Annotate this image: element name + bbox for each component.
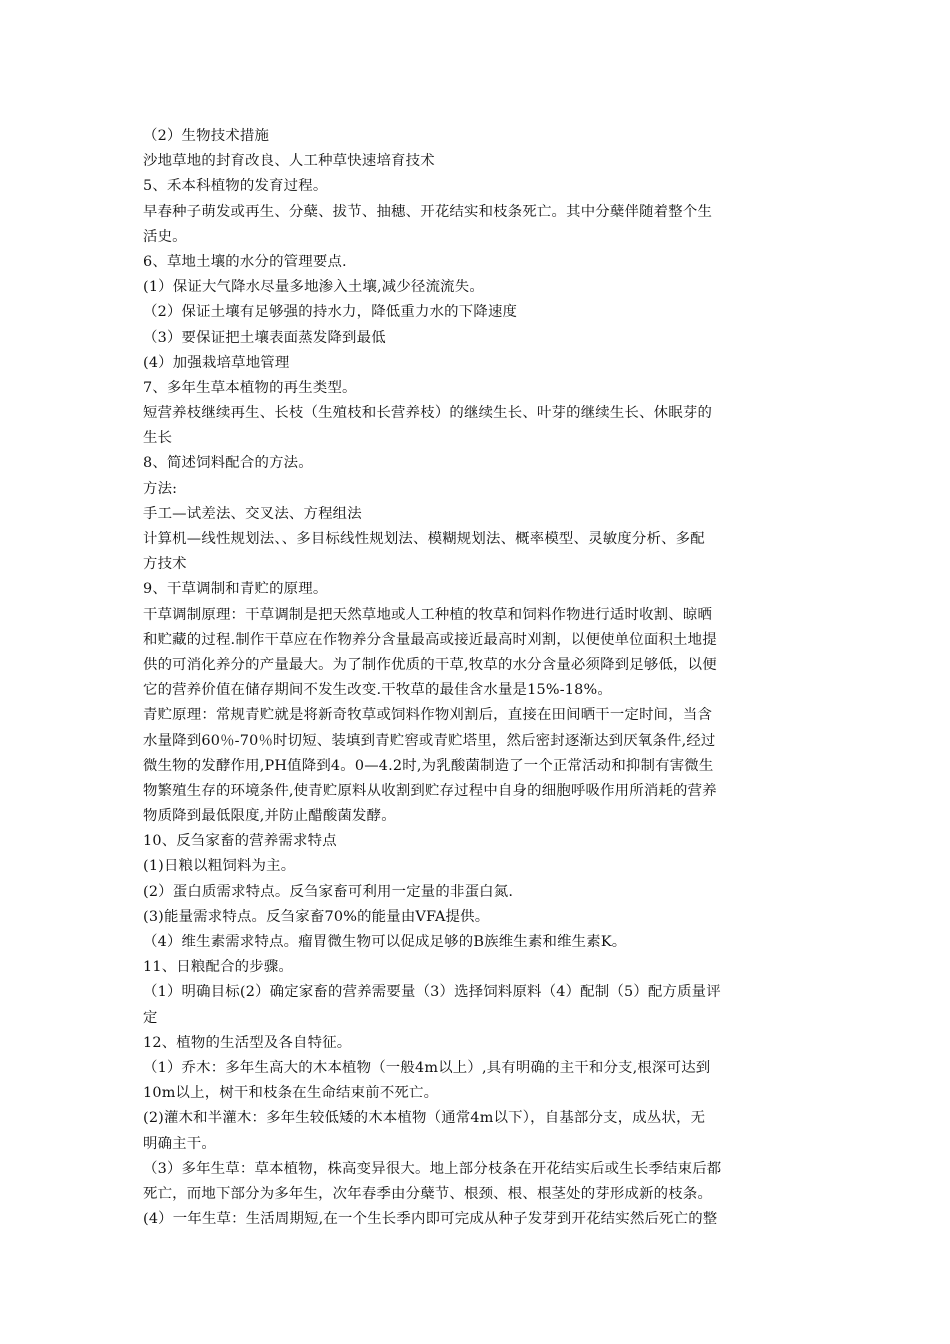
text-line: (4）加强栽培草地管理	[143, 354, 290, 371]
text-line: 活史。	[143, 228, 187, 245]
text-line: 死亡，而地下部分为多年生，次年春季由分蘖节、根颈、根、根茎处的芽形成新的枝条。	[143, 1185, 713, 1202]
text-line: （2）保证土壤有足够强的持水力，降低重力水的下降速度	[143, 304, 518, 321]
text-line: 早春种子萌发或再生、分蘖、拔节、抽穗、开花结实和枝条死亡。其中分蘖伴随着整个生	[143, 203, 713, 220]
text-line: 物繁殖生存的环境条件,使青贮原料从收割到贮存过程中自身的细胞呼吸作用所消耗的营养	[143, 782, 717, 799]
text-line: 供的可消化养分的产量最大。为了制作优质的干草,牧草的水分含量必须降到足够低，以便	[143, 656, 717, 673]
text-line: 水量降到60％-70％时切短、装填到青贮窖或青贮塔里，然后密封逐渐达到厌氧条件,经过	[143, 732, 716, 749]
text-line: （3）要保证把土壤表面蒸发降到最低	[143, 329, 386, 346]
text-line: 5、禾本科植物的发育过程。	[143, 178, 328, 195]
text-line: 10m以上，树干和枝条在生命结束前不死亡。	[143, 1085, 439, 1102]
text-line: 8、简述饲料配合的方法。	[143, 455, 313, 472]
text-line: 定	[143, 1009, 158, 1026]
text-line: （2）生物技术措施	[143, 128, 270, 144]
text-line: 明确主干。	[143, 1135, 216, 1152]
text-line: 9、干草调制和青贮的原理。	[143, 581, 328, 598]
text-line: 短营养枝继续再生、长枝（生殖枝和长营养枝）的继续生长、叶芽的继续生长、休眠芽的	[143, 405, 713, 422]
text-line: （1）明确目标(2）确定家畜的营养需要量（3）选择饲料原料（4）配制（5）配方质量评	[143, 984, 721, 1001]
text-line: 6、草地土壤的水分的管理要点.	[143, 253, 347, 270]
text-line: (1）保证大气降水尽量多地渗入土壤,减少径流流失。	[143, 279, 484, 296]
text-line: (4）一年生草：生活周期短,在一个生长季内即可完成从种子发芽到开花结实然后死亡的整	[143, 1211, 718, 1228]
text-line: (3)能量需求特点。反刍家畜70%的能量由VFA提供。	[143, 908, 490, 925]
text-line: （3）多年生草：草本植物，株高变异很大。地上部分枝条在开花结实后或生长季结束后都	[143, 1160, 722, 1177]
text-line: 计算机—线性规划法、、多目标线性规划法、模糊规划法、概率模型、灵敏度分析、多配	[143, 531, 705, 547]
text-line: 青贮原理：常规青贮就是将新奇牧草或饲料作物刈割后，直接在田间晒干一定时间，当含	[143, 707, 713, 724]
text-line: （4）维生素需求特点。瘤胃微生物可以促成足够的B族维生素和维生素K。	[143, 934, 627, 950]
text-line: 生长	[143, 430, 173, 447]
text-line: 方技术	[143, 556, 187, 573]
text-line: (2）蛋白质需求特点。反刍家畜可利用一定量的非蛋白氮.	[143, 883, 514, 900]
text-line: 物质降到最低限度,并防止醋酸菌发酵。	[143, 808, 396, 825]
text-line: 和贮藏的过程.制作干草应在作物养分含量最高或接近最高时刈割，以便使单位面积土地提	[143, 631, 717, 648]
text-line: 7、多年生草本植物的再生类型。	[143, 379, 357, 396]
text-line: (2)灌木和半灌木：多年生较低矮的木本植物（通常4m以下），自基部分支，成丛状，无	[143, 1110, 706, 1127]
text-line: (1)日粮以粗饲料为主。	[143, 858, 296, 875]
text-line: 它的营养价值在储存期间不发生改变.干牧草的最佳含水量是15%-18%。	[143, 682, 612, 699]
text-line: 干草调制原理：干草调制是把天然草地或人工种植的牧草和饲料作物进行适时收割、晾晒	[143, 606, 713, 623]
text-line: （1）乔木：多年生高大的木本植物（一般4m以上）,具有明确的主干和分支,根深可达到	[143, 1059, 711, 1076]
document-body	[143, 124, 811, 1232]
text-line: 12、植物的生活型及各自特征。	[143, 1034, 352, 1051]
text-line: 方法:	[143, 480, 178, 497]
text-line: 手工—试差法、交叉法、方程组法	[143, 505, 362, 522]
text-line: 10、反刍家畜的营养需求特点	[143, 833, 337, 850]
text-line: 11、日粮配合的步骤。	[143, 959, 294, 976]
text-line: 沙地草地的封育改良、人工种草快速培育技术	[143, 153, 435, 170]
text-line: 微生物的发酵作用,PH值降到4。0—4.2时,为乳酸菌制造了一个正常活动和抑制有害微生	[143, 757, 714, 774]
